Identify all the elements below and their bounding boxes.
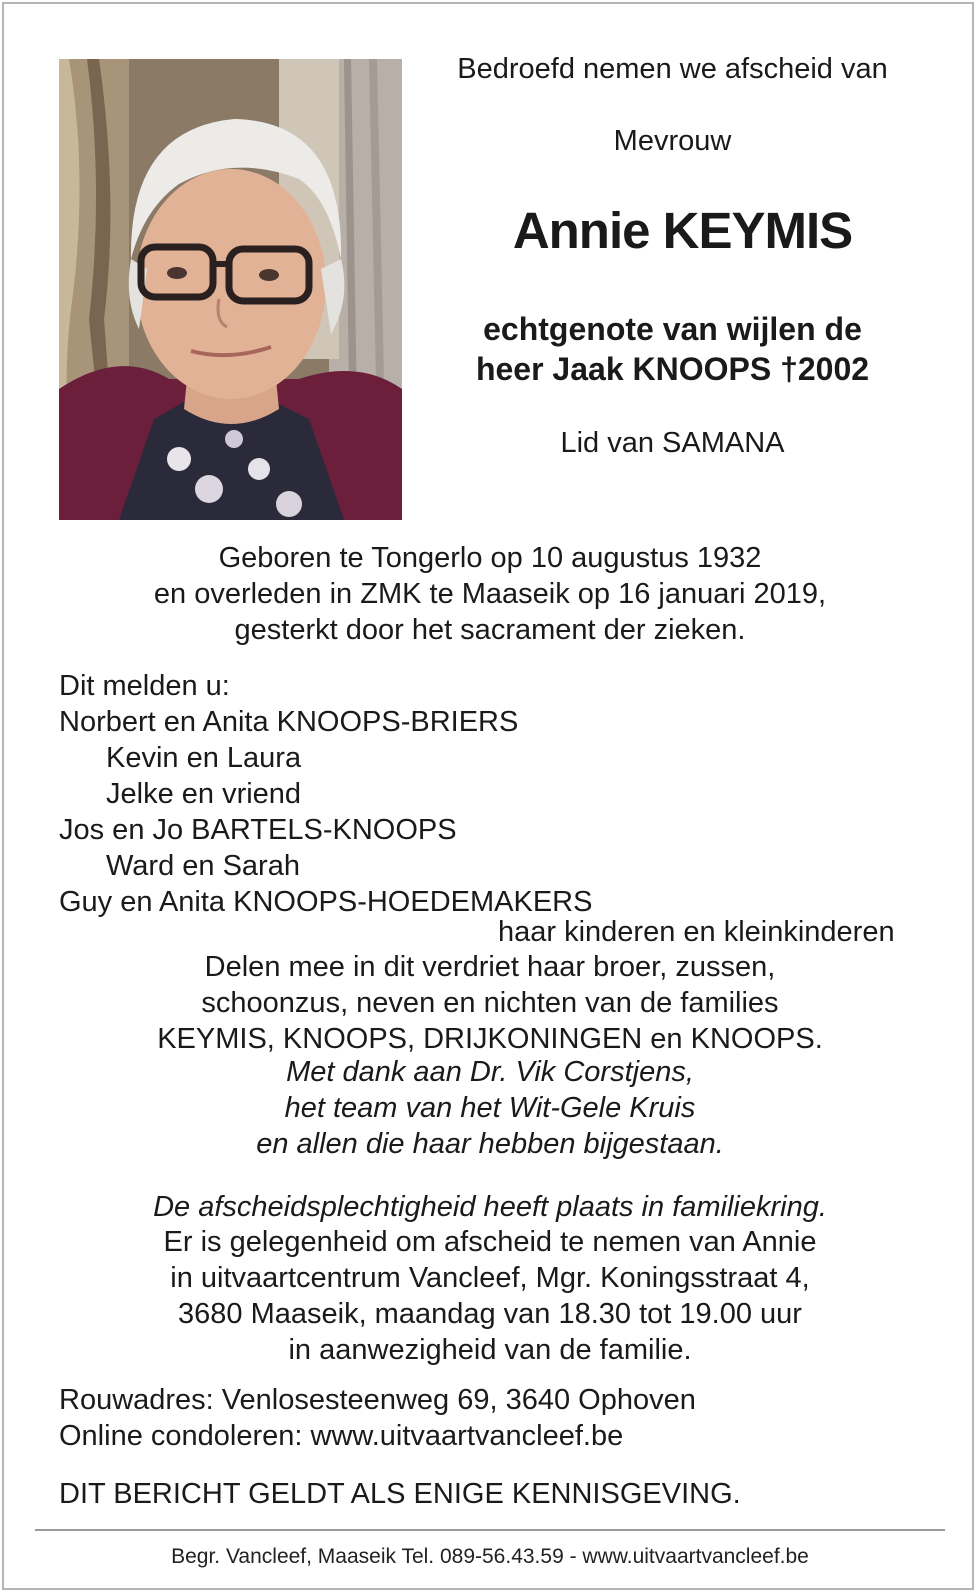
death-line: en overleden in ZMK te Maaseik op 16 januari 2019, <box>153 578 827 610</box>
relation-label: haar kinderen en kleinkinderen <box>498 916 895 948</box>
footer-divider <box>35 1529 945 1531</box>
deceased-name: Annie KEYMIS <box>512 202 853 259</box>
birth-death-block <box>40 540 940 648</box>
thanks-line: het team van het Wit-Gele Kruis <box>284 1092 696 1124</box>
family-entry: Ward en Sarah <box>106 850 300 882</box>
announcers-list <box>59 668 592 920</box>
footer-text: Begr. Vancleef, Maaseik Tel. 089-56.43.59 - www.uitvaartvancleef.be <box>171 1545 809 1568</box>
visitation-line: in aanwezigheid van de familie. <box>288 1334 692 1366</box>
shared-grief-block <box>40 949 940 1057</box>
visitation-line: Er is gelegenheid om afscheid te nemen van Annie <box>163 1226 817 1258</box>
family-entry: Norbert en Anita KNOOPS-BRIERS <box>59 706 519 738</box>
grief-line: schoonzus, neven en nichten van de families <box>201 987 779 1019</box>
family-entry: Guy en Anita KNOOPS-HOEDEMAKERS <box>59 886 593 918</box>
family-entry: Jelke en vriend <box>106 778 302 810</box>
membership: Lid van SAMANA <box>560 427 785 459</box>
family-entry: Jos en Jo BARTELS-KNOOPS <box>59 814 457 846</box>
grief-line: KEYMIS, KNOOPS, DRIJKONINGEN en KNOOPS. <box>157 1023 823 1055</box>
thanks-line: Met dank aan Dr. Vik Corstjens, <box>286 1056 694 1088</box>
contact-block <box>59 1382 696 1454</box>
honorific: Mevrouw <box>613 125 732 157</box>
birth-line: Geboren te Tongerlo op 10 augustus 1932 <box>218 542 762 574</box>
grief-line: Delen mee in dit verdriet haar broer, zussen, <box>204 951 776 983</box>
visitation-line: 3680 Maaseik, maandag van 18.30 tot 19.00 uur <box>178 1298 802 1330</box>
sacrament-line: gesterkt door het sacrament der zieken. <box>234 614 746 646</box>
spouse-line-1: echtgenote van wijlen de <box>483 311 862 347</box>
portrait-photo <box>59 59 402 520</box>
spouse-line-2: heer Jaak KNOOPS †2002 <box>475 351 870 387</box>
notice-text: DIT BERICHT GELDT ALS ENIGE KENNISGEVING. <box>59 1478 741 1510</box>
family-entry: Kevin en Laura <box>106 742 302 774</box>
online-condolence: Online condoleren: www.uitvaartvancleef.be <box>59 1420 624 1452</box>
announcers-intro: Dit melden u: <box>59 670 230 702</box>
visitation-line: in uitvaartcentrum Vancleef, Mgr. Koningsstraat 4, <box>170 1262 810 1294</box>
mourning-address: Rouwadres: Venlosesteenweg 69, 3640 Ophoven <box>59 1384 696 1416</box>
thanks-line: en allen die haar hebben bijgestaan. <box>256 1128 724 1160</box>
intro-text: Bedroefd nemen we afscheid van <box>457 53 888 85</box>
ceremony-note: De afscheidsplechtigheid heeft plaats in familiekring. <box>153 1191 827 1223</box>
visitation-block <box>40 1224 940 1368</box>
thanks-block <box>40 1054 940 1162</box>
